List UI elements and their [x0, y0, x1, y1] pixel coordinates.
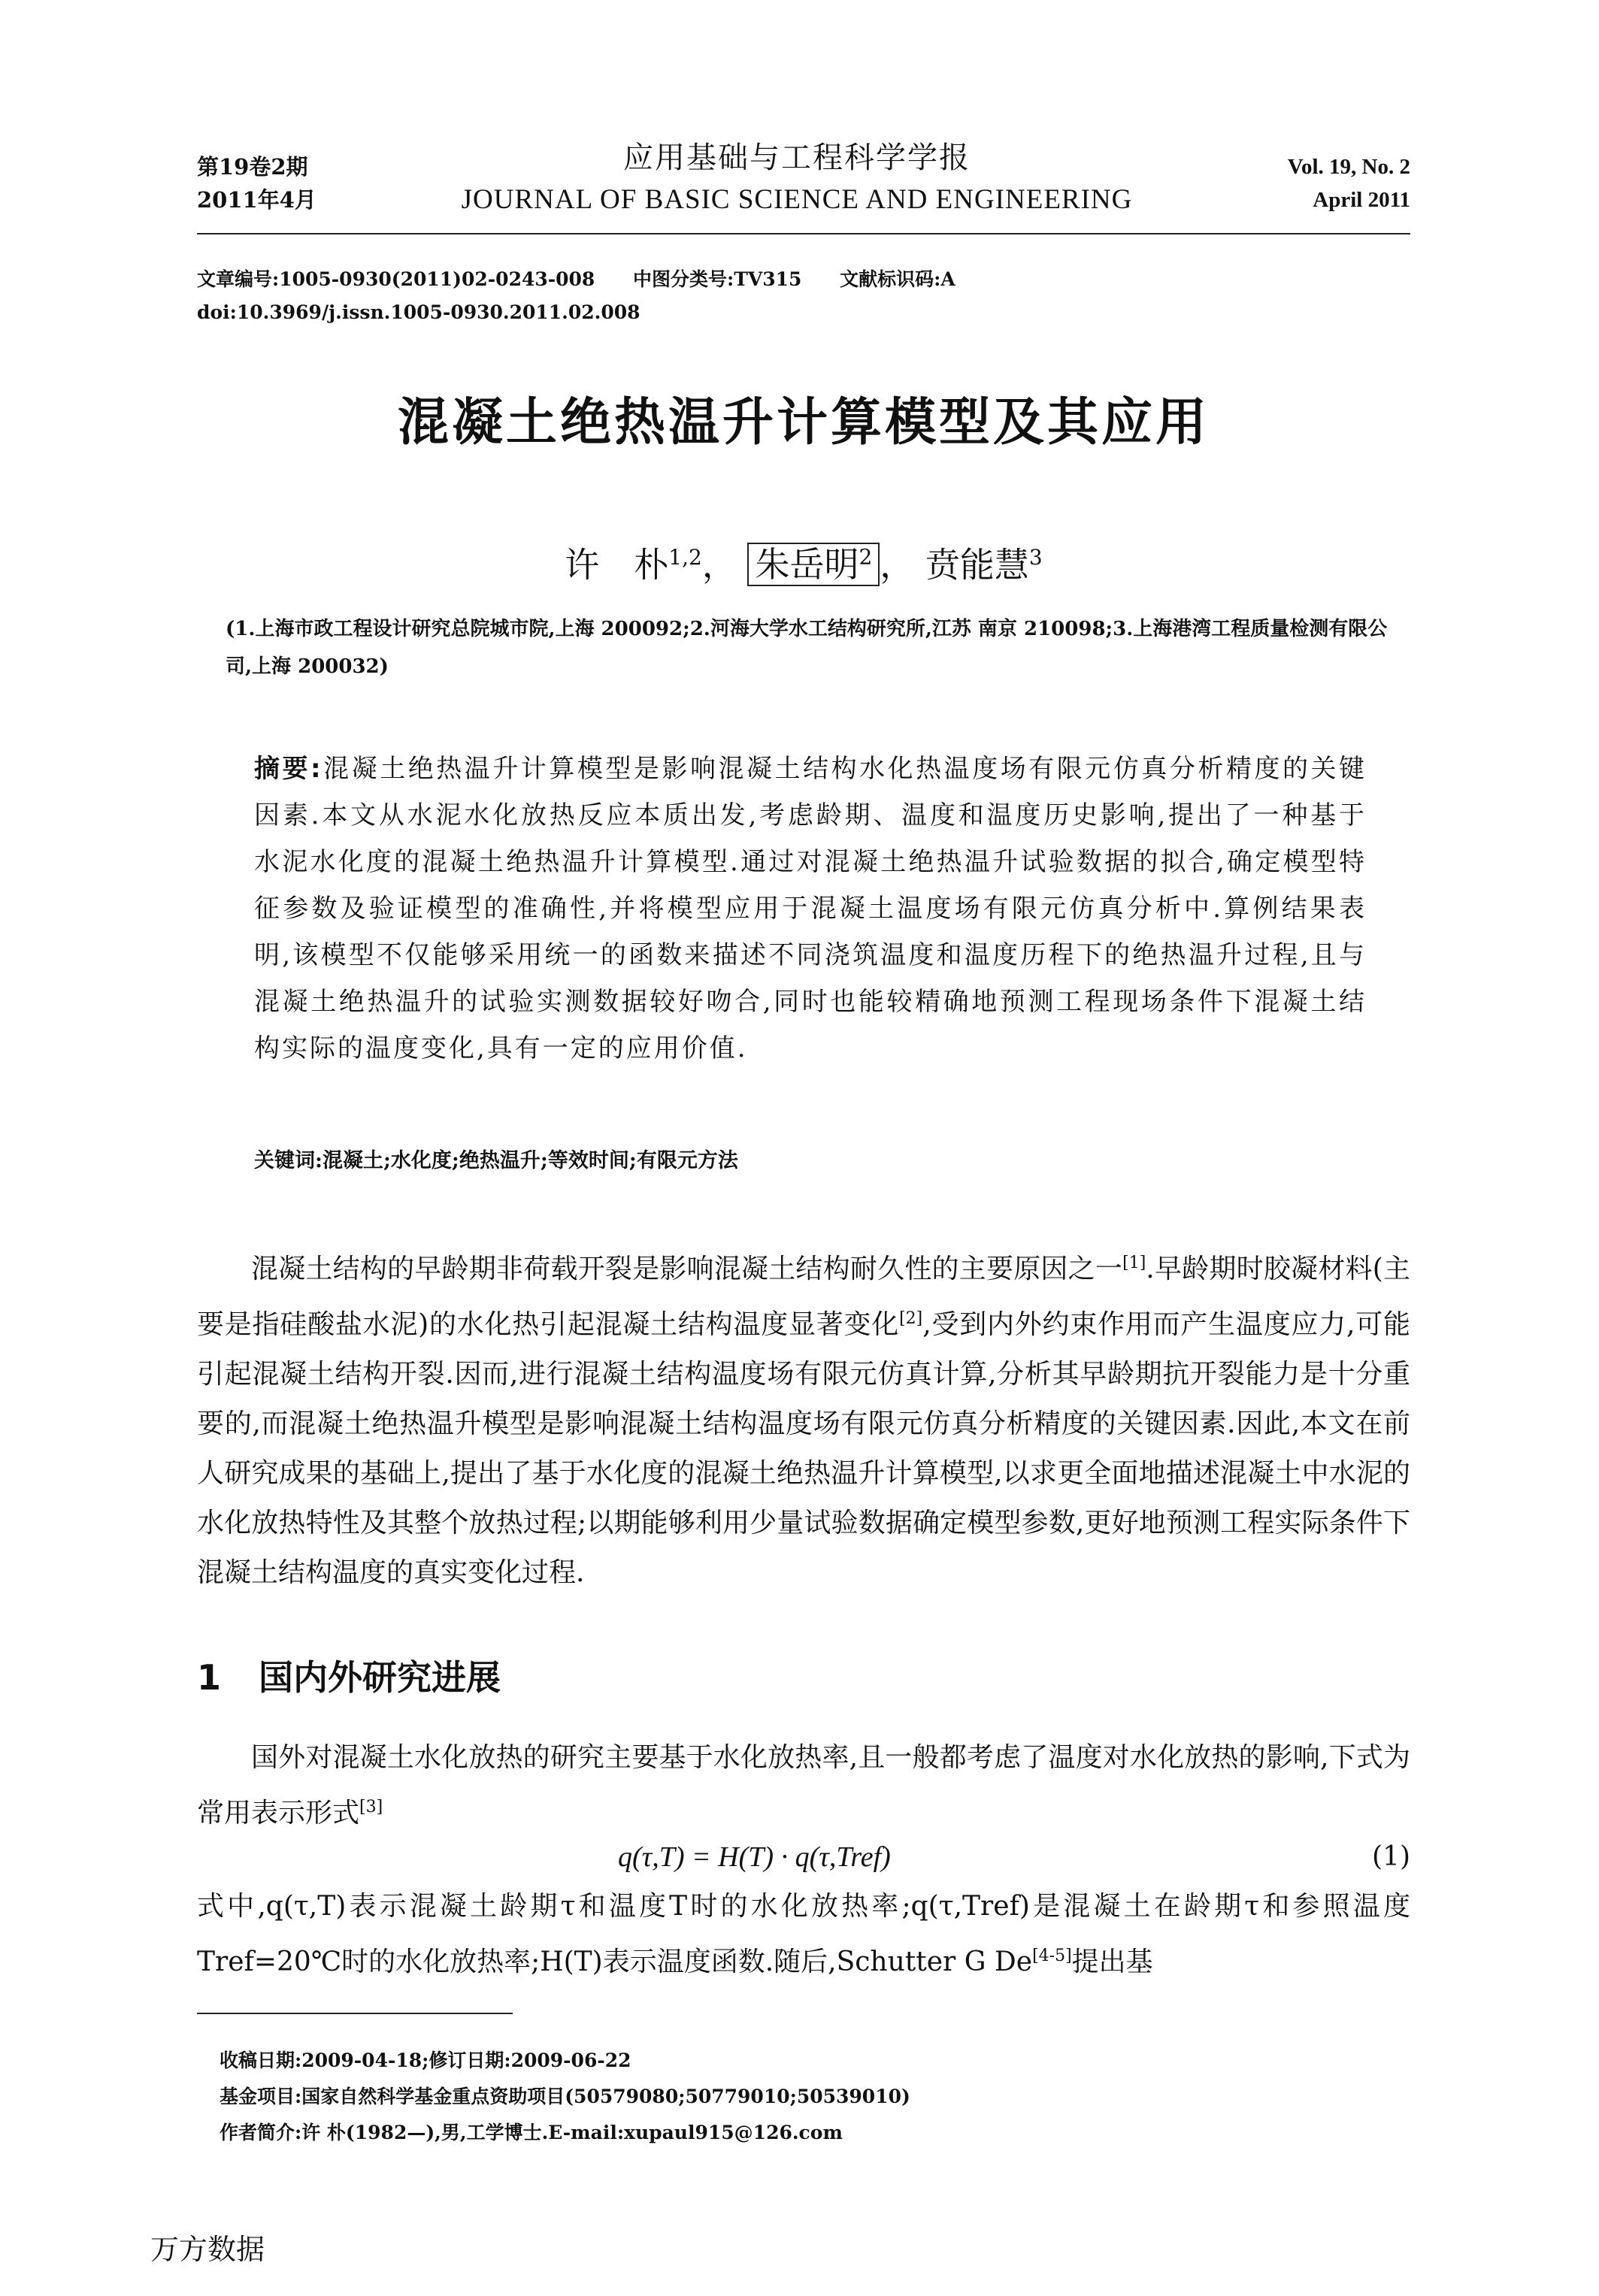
abstract [254, 746, 1367, 1072]
journal-name-en: JOURNAL OF BASIC SCIENCE AND ENGINEERING [461, 184, 1133, 215]
equation-number: (1) [1372, 1841, 1410, 1872]
author-1: 许 朴 [565, 544, 669, 585]
journal-issue-en [1278, 150, 1410, 216]
journal-name [421, 137, 1173, 221]
footnote-fund: 基金项目:国家自然科学基金重点资助项目(50579080;50779010;50539010) [220, 2086, 910, 2107]
issue-date-cn: 2011年4月 [197, 187, 316, 213]
author-1-affil: 1,2 [668, 545, 702, 570]
section-number: 1 [197, 1657, 222, 1698]
equation-body: q(τ,T) = H(T) · q(τ,Tref) [618, 1841, 891, 1873]
keywords: 关键词:混凝土;水化度;绝热温升;等效时间;有限元方法 [254, 1149, 738, 1172]
doi: doi:10.3969/j.issn.1005-0930.2011.02.008 [197, 301, 641, 323]
article-meta [197, 263, 987, 329]
section-title: 国内外研究进展 [259, 1657, 501, 1698]
introduction: 混凝土结构的早龄期非荷载开裂是影响混凝土结构耐久性的主要原因之一[1].早龄期时胶凝材料(主要是指硅酸盐水泥)的水化热引起混凝土结构温度显著变化[2],受到内外约束作用而产生温度应力,可能引起混凝土结构开裂.因而,进行混凝土结构温度场有限元仿真计算,分析其早龄期抗开裂能力是十分重要的,而混凝土绝热温升模型是影响混凝土结构温度场有限元仿真分析精度的关键因素.因此,本文在前人研究成果的基础上,提出了基于水化度的混凝土绝热温升计算模型,以求更全面地描述混凝土中水泥的水化放热特性及其整个放热过程;以期能够利用少量试验数据确定模型参数,更好地预测工程实际条件下混凝土结构温度的真实变化过程. [197, 1254, 1411, 1588]
issue-volume-en: Vol. 19, No. 2 [1287, 155, 1410, 179]
affiliations: (1.上海市政工程设计研究总院城市院,上海 200092;2.河海大学水工结构研究所,江苏 南京 210098;3.上海港湾工程质量检测有限公司,上海 200032) [226, 618, 1388, 678]
journal-name-cn: 应用基础与工程科学学报 [623, 141, 971, 175]
issue-date-en: April 2011 [1313, 188, 1410, 212]
author-3-affil: 3 [1028, 545, 1043, 570]
section-heading [197, 1655, 501, 1700]
footnote-author: 作者简介:许 朴(1982—),男,工学博士.E-mail:xupaul915@126.com [220, 2122, 843, 2143]
section-1-para-2: 式中,q(τ,T)表示混凝土龄期τ和温度T时的水化放热率;q(τ,Tref)是混凝土在龄期τ和参照温度Tref=20℃时的水化放热率;H(T)表示温度函数.随后,Schutter G De[4-5]提出基 [197, 1891, 1410, 1977]
author-2-affil: 2 [859, 545, 873, 570]
author-2: 朱岳明$^2$ [747, 543, 880, 586]
footnote-dates: 收稿日期:2009-04-18;修订日期:2009-06-22 [220, 2049, 631, 2071]
issue-volume-cn: 第19卷2期 [197, 154, 308, 180]
classification-number: 中图分类号:TV315 [633, 268, 802, 290]
journal-issue-cn [197, 150, 316, 216]
watermark: 万方数据 [150, 2233, 265, 2266]
citation: [1] [1122, 1254, 1146, 1272]
abstract-text: 混凝土绝热温升计算模型是影响混凝土结构水化热温度场有限元仿真分析精度的关键因素.本文从水泥水化放热反应本质出发,考虑龄期、温度和温度历史影响,提出了一种基于水泥水化度的混凝土绝热温升计算模型.通过对混凝土绝热温升试验数据的拟合,确定模型特征参数及验证模型的准确性,并将模型应用于混凝土温度场有限元仿真分析中.算例结果表明,该模型不仅能够采用统一的函数来描述不同浇筑温度和温度历程下的绝热温升过程,且与混凝土绝热温升的试验实测数据较好吻合,同时也能较精确地预测工程现场条件下混凝土结构实际的温度变化,具有一定的应用价值. [254, 754, 1367, 1063]
article-number: 文章编号:1005-0930(2011)02-0243-008 [197, 268, 595, 290]
footnotes [220, 2043, 1392, 2151]
header-rule [197, 233, 1410, 234]
author-list: 许 朴$^{1,2}$， 朱岳明$^2$ ， 贲能慧$^3$ [565, 544, 1043, 585]
document-code: 文献标识码:A [840, 268, 955, 290]
abstract-label: 摘要: [254, 754, 323, 784]
footnote-rule [197, 2013, 513, 2014]
paper-title: 混凝土绝热温升计算模型及其应用 [397, 393, 1210, 452]
section-1-para-1: 国外对混凝土水化放热的研究主要基于水化放热率,且一般都考虑了温度对水化放热的影响,下式为常用表示形式[3] [197, 1742, 1410, 1829]
citation: [2] [899, 1309, 923, 1328]
citation: [3] [359, 1798, 383, 1817]
author-3: 贲能慧 [925, 544, 1029, 585]
citation: [4-5] [1032, 1947, 1072, 1965]
